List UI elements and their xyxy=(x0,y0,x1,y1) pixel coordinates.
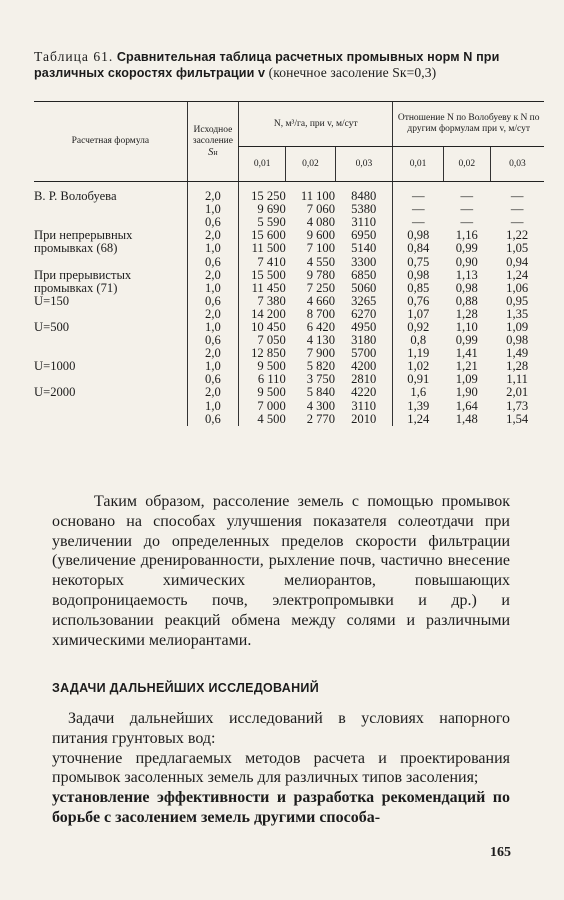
table-row xyxy=(34,282,544,295)
col-header-n-v1: 0,01 xyxy=(239,147,286,182)
table-cell-ratio-v3: 1,28 xyxy=(506,359,529,374)
table-cell-ratio-v2: 0,99 xyxy=(455,241,478,256)
table-cell-norm-v2: 9 780 xyxy=(306,267,336,282)
table-cell-norm-v2: 5 820 xyxy=(306,359,336,374)
table-cell-norm-v1: 7 000 xyxy=(239,400,286,413)
table-cell-ratio-v1: 0,85 xyxy=(393,282,443,295)
table-cell-ratio-v2: 0,88 xyxy=(455,293,478,308)
table-cell-formula: U=1000 xyxy=(34,359,76,374)
table-cell-norm-v3: 3180 xyxy=(351,333,377,348)
table-cell-ratio-v1: 1,02 xyxy=(393,360,443,373)
table-cell-norm-v3: 3110 xyxy=(351,215,377,230)
table-cell-ratio-v1: 0,92 xyxy=(393,321,443,334)
col-header-r-v1: 0,01 xyxy=(393,147,443,182)
table-cell-norm-v2: 3 750 xyxy=(306,372,336,387)
table-row xyxy=(34,255,544,268)
table-cell-ratio-v2: 1,90 xyxy=(455,385,478,400)
table-cell-norm-v1: 15 600 xyxy=(239,229,286,242)
table-cell-ratio-v2: 1,13 xyxy=(455,267,478,282)
table-cell-ratio-v1: 1,19 xyxy=(393,347,443,360)
table-cell-norm-v1: 7 380 xyxy=(239,295,286,308)
col-header-n-v3: 0,03 xyxy=(335,147,393,182)
table-cell-norm-v1: 11 500 xyxy=(239,242,286,255)
table-cell-salinity: 1,0 xyxy=(187,203,238,216)
table-cell-salinity: 1,0 xyxy=(187,400,238,413)
table-cell-norm-v2: 4 550 xyxy=(306,254,336,269)
table-cell-norm-v3: 5380 xyxy=(351,202,377,217)
table-cell-norm-v3: 2810 xyxy=(351,372,377,387)
table-cell-norm-v1: 7 410 xyxy=(239,255,286,268)
table-cell-ratio-v2: 1,28 xyxy=(455,306,478,321)
table-cell-formula: При прерывистых xyxy=(34,267,132,282)
table-cell-norm-v1: 14 200 xyxy=(239,308,286,321)
col-header-r-v3: 0,03 xyxy=(490,147,544,182)
table-cell-norm-v3: 4950 xyxy=(351,319,377,334)
table-cell-ratio-v3: 1,54 xyxy=(506,411,529,426)
table-cell-salinity: 0,6 xyxy=(187,295,238,308)
table-cell-norm-v1: 6 110 xyxy=(239,373,286,386)
initial-salinity-symbol: S xyxy=(208,146,214,158)
table-cell-ratio-v2: 1,10 xyxy=(455,319,478,334)
table-cell-ratio-v1: 0,75 xyxy=(393,255,443,268)
table-cell-formula xyxy=(34,216,187,229)
table-cell-salinity: 2,0 xyxy=(187,269,238,282)
initial-salinity-label: Исходное засоление xyxy=(192,124,233,146)
table-cell-norm-v3: 4220 xyxy=(351,385,377,400)
research-item-1: уточнение предлагаемых методов расчета и проектирования промывок засоленных земель для различных типов засоления; xyxy=(52,749,510,787)
table-cell-ratio-v1: 0,76 xyxy=(393,295,443,308)
table-cell-norm-v3: 3265 xyxy=(351,293,377,308)
table-cell-salinity: 0,6 xyxy=(187,413,238,426)
table-cell-norm-v2: 4 300 xyxy=(306,398,336,413)
table-cell-salinity: 0,6 xyxy=(187,216,238,229)
page-number: 165 xyxy=(490,845,511,860)
research-item-2: установление эффективности и разработка рекомендаций по борьбе с засолением земель другими способа- xyxy=(52,789,510,826)
table-row xyxy=(34,242,544,255)
table-cell-norm-v3: 6270 xyxy=(351,306,377,321)
table-cell-salinity: 1,0 xyxy=(187,321,238,334)
paragraph-conclusion xyxy=(52,492,510,650)
table-row xyxy=(34,400,544,413)
table-cell-ratio-v3: 1,35 xyxy=(506,306,529,321)
table-cell-ratio-v1: 0,98 xyxy=(393,269,443,282)
table-cell-ratio-v1: 1,39 xyxy=(393,400,443,413)
table-cell-formula: При непрерывных xyxy=(34,228,133,243)
table-cell-ratio-v3: 2,01 xyxy=(506,385,529,400)
table-cell-salinity: 2,0 xyxy=(187,386,238,399)
section-heading: ЗАДАЧИ ДАЛЬНЕЙШИХ ИССЛЕДОВАНИЙ xyxy=(52,681,319,695)
col-header-r-v2: 0,02 xyxy=(443,147,490,182)
table-row xyxy=(34,373,544,386)
table-row xyxy=(34,269,544,282)
table-cell-formula: U=150 xyxy=(34,293,70,308)
table-cell-ratio-v3: 1,11 xyxy=(506,372,528,387)
table-cell-ratio-v1: 1,6 xyxy=(393,386,443,399)
table-cell-salinity: 0,6 xyxy=(187,334,238,347)
table-cell-ratio-v2: 1,16 xyxy=(455,228,478,243)
table-cell-norm-v1: 15 250 xyxy=(239,182,286,204)
table-cell-norm-v2: 7 100 xyxy=(306,241,336,256)
table-row xyxy=(34,229,544,242)
table-cell-ratio-v1: 0,8 xyxy=(393,334,443,347)
table-cell-salinity: 1,0 xyxy=(187,242,238,255)
table-row xyxy=(34,413,544,426)
table-cell-ratio-v2: — xyxy=(460,215,474,230)
table-cell-norm-v2: 8 700 xyxy=(306,306,336,321)
initial-salinity-subscript: н xyxy=(213,147,218,157)
table-cell-ratio-v3: 0,95 xyxy=(506,293,529,308)
table-cell-ratio-v3: 1,09 xyxy=(506,319,529,334)
table-cell-ratio-v3: 1,05 xyxy=(506,241,529,256)
table-cell-ratio-v1: 1,24 xyxy=(393,413,443,426)
table-cell-ratio-v2: 1,64 xyxy=(455,398,478,413)
table-cell-norm-v2: 5 840 xyxy=(306,385,336,400)
table-cell-norm-v3: 8480 xyxy=(351,189,377,204)
table-cell-ratio-v3: — xyxy=(510,202,524,217)
table-cell-norm-v3: 4200 xyxy=(351,359,377,374)
table-cell-norm-v3: 6950 xyxy=(351,228,377,243)
table-cell-salinity: 0,6 xyxy=(187,255,238,268)
table-cell-formula: В. Р. Волобуева xyxy=(34,189,117,204)
table-row xyxy=(34,347,544,360)
table-cell-salinity: 2,0 xyxy=(187,347,238,360)
table-cell-ratio-v1: — xyxy=(393,216,443,229)
table-cell-norm-v2: 4 660 xyxy=(306,293,336,308)
table-cell-norm-v2: 4 130 xyxy=(306,333,336,348)
table-cell-salinity: 1,0 xyxy=(187,360,238,373)
table-cell-formula xyxy=(34,203,187,216)
table-cell-salinity: 2,0 xyxy=(187,182,238,204)
table-cell-norm-v1: 10 450 xyxy=(239,321,286,334)
table-cell-formula xyxy=(34,255,187,268)
table-cell-norm-v1: 11 450 xyxy=(239,282,286,295)
table-cell-ratio-v1: 0,98 xyxy=(393,229,443,242)
table-cell-norm-v1: 12 850 xyxy=(239,347,286,360)
table-cell-ratio-v3: — xyxy=(510,189,524,204)
table-cell-formula xyxy=(34,308,187,321)
table-cell-norm-v3: 5060 xyxy=(351,280,377,295)
table-row xyxy=(34,308,544,321)
table-body xyxy=(34,182,544,426)
table-cell-norm-v3: 3300 xyxy=(351,254,377,269)
table-cell-norm-v2: 7 250 xyxy=(306,280,336,295)
table-cell-formula: промывках (71) xyxy=(34,280,118,295)
table-row xyxy=(34,386,544,399)
table-row xyxy=(34,295,544,308)
table-cell-salinity: 0,6 xyxy=(187,373,238,386)
col-header-initial-salinity xyxy=(187,102,238,182)
table-row xyxy=(34,360,544,373)
table-cell-norm-v1: 5 590 xyxy=(239,216,286,229)
table-cell-ratio-v3: 0,98 xyxy=(506,333,529,348)
table-cell-norm-v2: 11 100 xyxy=(300,189,336,204)
table-cell-ratio-v3: 1,06 xyxy=(506,280,529,295)
table-cell-formula xyxy=(34,334,187,347)
table-cell-norm-v3: 6850 xyxy=(351,267,377,282)
table-cell-ratio-v2: — xyxy=(460,189,474,204)
table-cell-ratio-v1: 0,84 xyxy=(393,242,443,255)
table-cell-formula xyxy=(34,347,187,360)
table-cell-norm-v2: 7 900 xyxy=(306,346,336,361)
table-cell-ratio-v3: — xyxy=(510,215,524,230)
table-cell-norm-v2: 2 770 xyxy=(306,411,336,426)
col-header-ratio-group: Отношение N по Волобуеву к N по другим формулам при v, м/сут xyxy=(393,102,544,147)
table-cell-norm-v3: 2010 xyxy=(351,411,377,426)
table-cell-formula xyxy=(34,373,187,386)
table-cell-formula: U=500 xyxy=(34,319,70,334)
table-title: Сравнительная таблица расчетных промывных норм N при различных скоростях фильтрации v xyxy=(34,50,500,80)
col-header-n-v2: 0,02 xyxy=(286,147,335,182)
table-row xyxy=(34,334,544,347)
table-cell-ratio-v2: 1,48 xyxy=(455,411,478,426)
table-cell-norm-v2: 6 420 xyxy=(306,319,336,334)
table-cell-ratio-v3: 1,49 xyxy=(506,346,529,361)
table-cell-ratio-v1: 0,91 xyxy=(393,373,443,386)
table-label: Таблица 61. xyxy=(34,49,114,64)
table-cell-ratio-v2: 0,98 xyxy=(455,280,478,295)
table-cell-norm-v1: 9 690 xyxy=(239,203,286,216)
table-cell-norm-v2: 4 080 xyxy=(306,215,336,230)
table-cell-norm-v1: 9 500 xyxy=(239,386,286,399)
table-cell-ratio-v2: 1,21 xyxy=(455,359,478,374)
table-cell-norm-v1: 4 500 xyxy=(239,413,286,426)
table-cell-salinity: 2,0 xyxy=(187,308,238,321)
table-row xyxy=(34,321,544,334)
table-cell-formula: промывках (68) xyxy=(34,241,118,256)
table-cell-formula: U=2000 xyxy=(34,385,76,400)
table-cell-norm-v3: 5700 xyxy=(351,346,377,361)
table-cell-ratio-v1: 1,07 xyxy=(393,308,443,321)
table-note: (конечное засоление Sк=0,3) xyxy=(268,65,437,80)
table-cell-norm-v3: 5140 xyxy=(351,241,377,256)
table-cell-salinity: 2,0 xyxy=(187,229,238,242)
table-row xyxy=(34,216,544,229)
table-cell-ratio-v2: 1,41 xyxy=(455,346,478,361)
table-cell-ratio-v1: — xyxy=(393,203,443,216)
table-cell-ratio-v1: — xyxy=(393,182,443,204)
table-cell-salinity: 1,0 xyxy=(187,282,238,295)
table-cell-norm-v1: 15 500 xyxy=(239,269,286,282)
paragraph-2: Задачи дальнейших исследований в условиях напорного питания грунтовых вод: xyxy=(52,710,510,747)
comparison-table xyxy=(34,101,544,426)
future-research-section xyxy=(52,709,510,828)
table-cell-norm-v2: 9 600 xyxy=(306,228,336,243)
table-cell-ratio-v2: 1,09 xyxy=(455,372,478,387)
table-cell-ratio-v3: 0,94 xyxy=(506,254,529,269)
table-cell-ratio-v2: 0,90 xyxy=(455,254,478,269)
table-cell-norm-v3: 3110 xyxy=(351,398,377,413)
paragraph-1: Таким образом, рассоление земель с помощью промывок основано на способах улучшения показателя солеотдачи при увеличении до определенных пределов скорости фильтрации (увеличение дренированности, рыхление почв, частично внесение некоторых химических мелиорантов, повышающих водопроницаемость почв, электропромывки и др.) и использовании реакций обмена между солями и различными химическими мелиорантами. xyxy=(52,493,510,649)
table-cell-norm-v2: 7 060 xyxy=(306,202,336,217)
table-cell-formula xyxy=(34,413,187,426)
table-cell-ratio-v3: 1,24 xyxy=(506,267,529,282)
table-cell-ratio-v3: 1,73 xyxy=(506,398,529,413)
table-row xyxy=(34,203,544,216)
table-cell-ratio-v2: — xyxy=(460,202,474,217)
table-cell-norm-v1: 9 500 xyxy=(239,360,286,373)
table-cell-ratio-v2: 0,99 xyxy=(455,333,478,348)
table-caption xyxy=(34,49,544,81)
table-cell-norm-v1: 7 050 xyxy=(239,334,286,347)
table-cell-formula xyxy=(34,400,187,413)
col-header-formula: Расчетная формула xyxy=(34,102,187,182)
col-header-norm-group: N, м³/га, при v, м/сут xyxy=(239,102,393,147)
table-row xyxy=(34,182,544,204)
table-cell-ratio-v3: 1,22 xyxy=(506,228,529,243)
